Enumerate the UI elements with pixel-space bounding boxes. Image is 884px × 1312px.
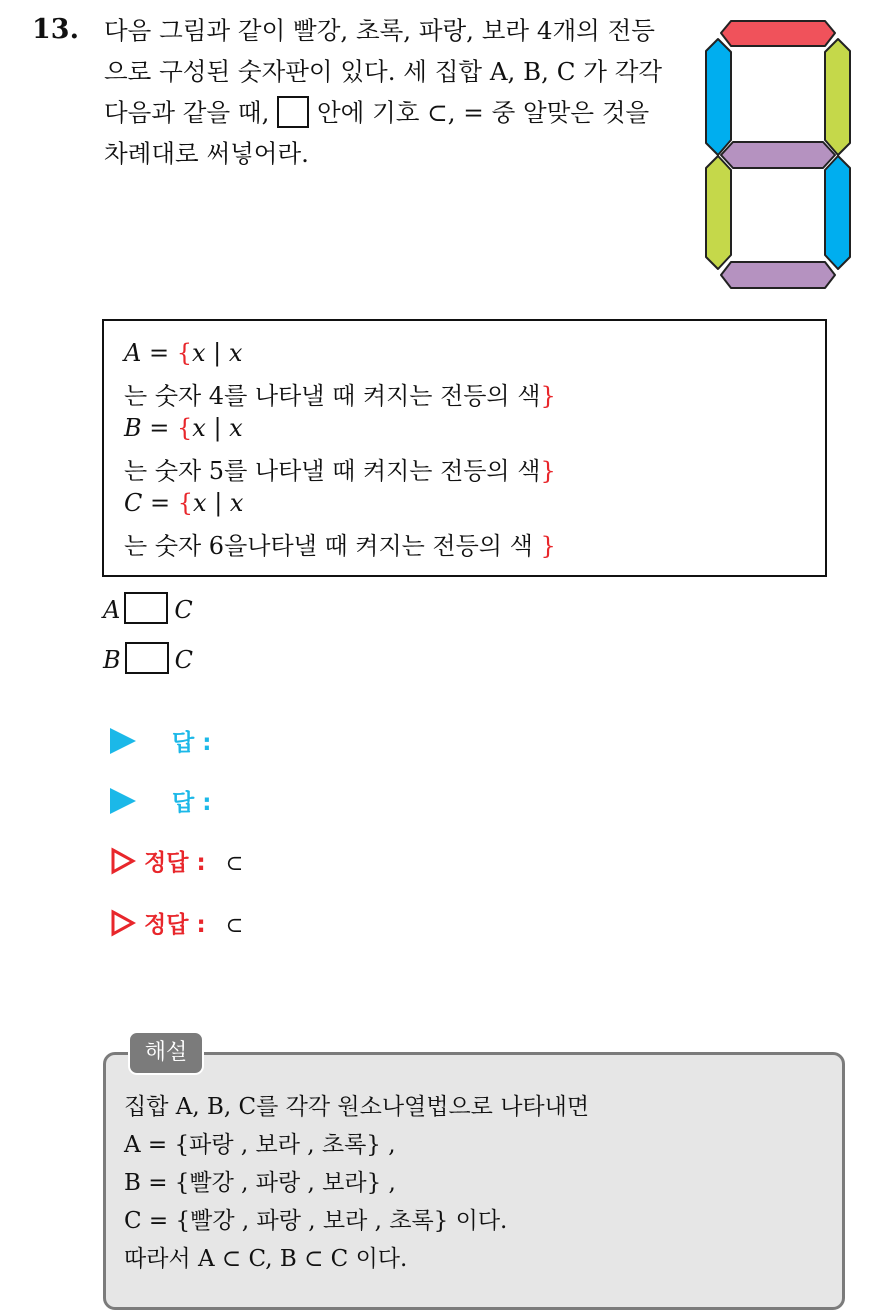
correct-answer-row-1: 정답 : ⊂ — [110, 844, 243, 877]
solution-tag: 해설 — [128, 1031, 204, 1075]
set-definition-box — [102, 319, 827, 577]
segment-upper-left — [706, 39, 731, 155]
set-a-condition: 는 숫자 4를 나타낼 때 켜지는 전등의 색} — [124, 382, 556, 410]
question-line-3 — [104, 92, 679, 133]
question-line-1: 다음 그림과 같이 빨강, 초록, 파랑, 보라 4개의 전등 — [104, 16, 655, 45]
comparison-b-c: B C — [103, 642, 193, 674]
set-b-condition: 는 숫자 5를 나타낼 때 켜지는 전등의 색} — [124, 457, 556, 485]
solution-line-3: B = {빨강 , 파랑 , 보라} , — [124, 1170, 396, 1196]
solution-line-2: A = {파랑 , 보라 , 초록} , — [124, 1132, 396, 1158]
outline-triangle-icon — [110, 909, 136, 937]
play-arrow-icon — [110, 728, 136, 754]
answer-row-2: 답 : — [110, 784, 211, 817]
outline-triangle-icon — [110, 847, 136, 875]
set-a-header: A = {x | x — [124, 339, 243, 367]
blank-box-icon — [277, 96, 309, 128]
comparison-a-c: A C — [103, 592, 193, 624]
solution-text — [124, 1088, 589, 1278]
answer-blank-2[interactable] — [125, 642, 169, 674]
segment-lower-left — [706, 156, 731, 269]
set-b-header: B = {x | x — [124, 414, 243, 442]
question-line-2: 으로 구성된 숫자판이 있다. 세 집합 A, B, C 가 각각 — [104, 57, 663, 86]
seven-segment-display — [703, 18, 855, 290]
segment-lower-right — [825, 156, 850, 269]
answer-row-1: 답 : — [110, 724, 211, 757]
correct-answer-row-2: 정답 : ⊂ — [110, 906, 243, 939]
set-c-header: C = {x | x — [124, 489, 244, 517]
solution-line-4: C = {빨강 , 파랑 , 보라 , 초록} 이다. — [124, 1208, 508, 1234]
question-line-3-start: 다음과 같을 때, — [104, 98, 278, 127]
segment-bottom — [721, 262, 835, 288]
question-line-3-end: 안에 기호 ⊂, = 중 알맞은 것을 — [309, 98, 650, 127]
solution-line-1: 집합 A, B, C를 각각 원소나열법으로 나타내면 — [124, 1094, 590, 1120]
question-text — [104, 10, 679, 174]
solution-line-5: 따라서 A ⊂ C, B ⊂ C 이다. — [124, 1246, 408, 1272]
question-number: 13. — [32, 14, 79, 45]
question-line-4: 차례대로 써넣어라. — [104, 139, 309, 168]
segment-middle — [721, 142, 835, 168]
set-c-condition: 는 숫자 6을나타낼 때 켜지는 전등의 색 } — [124, 532, 556, 560]
segment-top — [721, 21, 835, 46]
segment-upper-right — [825, 39, 850, 155]
answer-blank-1[interactable] — [124, 592, 168, 624]
play-arrow-icon — [110, 788, 136, 814]
